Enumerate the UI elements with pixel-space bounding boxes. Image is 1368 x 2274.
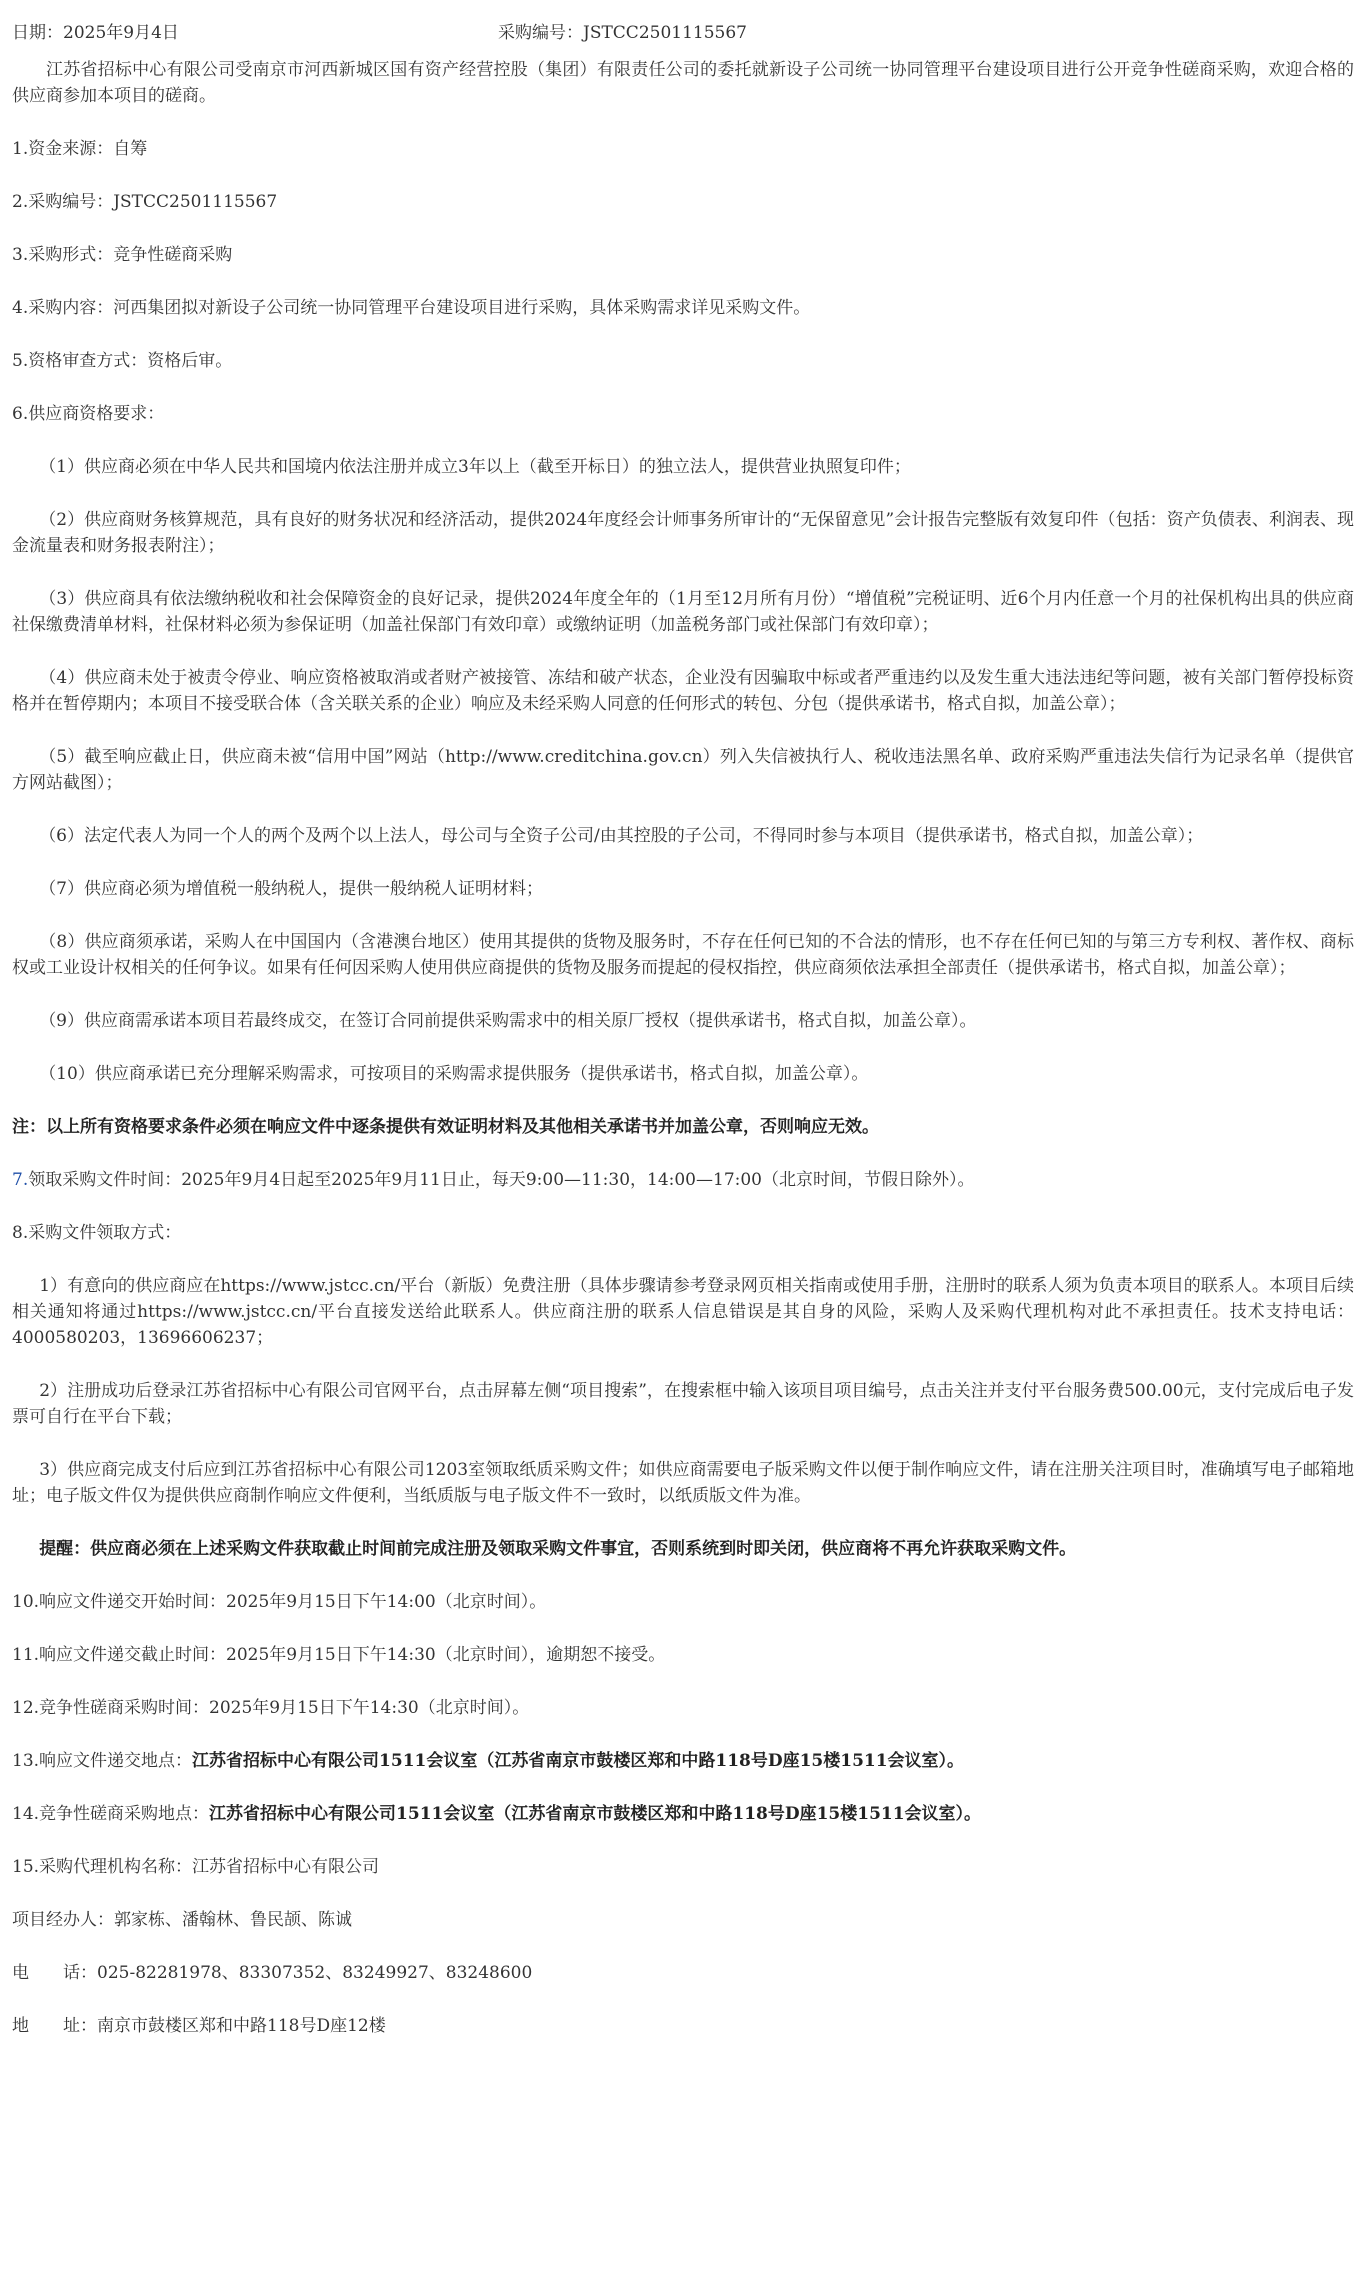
item-agency-name: 15.采购代理机构名称：江苏省招标中心有限公司 [12, 1857, 380, 1877]
phone-label: 电 话： [12, 1963, 97, 1983]
qualification-8: （8）供应商须承诺，采购人在中国国内（含港澳台地区）使用其提供的货物及服务时，不存在任何已知的不合法的情形，也不存在任何已知的与第三方专利权、著作权、商标权或工业设计权相关的任何争议。如果有任何因采购人使用供应商提供的货物及服务而提起的侵权指控，供应商须依法承担全部责任（提供承诺书，格式自拟，加盖公章）； [12, 932, 1354, 978]
item-procurement-content: 4.采购内容：河西集团拟对新设子公司统一协同管理平台建设项目进行采购，具体采购需求详见采购文件。 [12, 298, 811, 318]
item-document-collection-time [12, 1167, 1354, 1193]
collection-step-1: 1）有意向的供应商应在https://www.jstcc.cn/平台（新版）免费注册（具体步骤请参考登录网页相关指南或使用手册，注册时的联系人须为负责本项目的联系人。本项目后续相关通知将通过https://www.jstcc.cn/平台直接发送给此联系人。供应商注册的联系人信息错误是其自身的风险，采购人及采购代理机构对此不承担责任。技术支持电话：4000580203，13696606237； [12, 1276, 1354, 1348]
qualification-3: （3）供应商具有依法缴纳税收和社会保障资金的良好记录，提供2024年度全年的（1月至12月所有月份）“增值税”完税证明、近6个月内任意一个月的社保机构出具的供应商社保缴费清单材料，社保材料必须为参保证明（加盖社保部门有效印章）或缴纳证明（加盖税务部门或社保部门有效印章）； [12, 589, 1354, 635]
item-13-label: 13.响应文件递交地点： [12, 1751, 193, 1771]
qualification-9: （9）供应商需承诺本项目若最终成交，在签订合同前提供采购需求中的相关原厂授权（提供承诺书，格式自拟，加盖公章）。 [39, 1011, 977, 1031]
qualification-10: （10）供应商承诺已充分理解采购需求，可按项目的采购需求提供服务（提供承诺书，格式自拟，加盖公章）。 [39, 1064, 869, 1084]
document-header [12, 20, 1354, 46]
item-negotiation-time: 12.竞争性磋商采购时间：2025年9月15日下午14:30（北京时间）。 [12, 1698, 530, 1718]
procurement-code: 采购编号：JSTCC2501115567 [498, 23, 747, 43]
publish-date: 日期：2025年9月4日 [12, 23, 179, 43]
collection-step-3: 3）供应商完成支付后应到江苏省招标中心有限公司1203室领取纸质采购文件；如供应商需要电子版采购文件以便于制作响应文件，请在注册关注项目时，准确填写电子邮箱地址；电子版文件仅为提供供应商制作响应文件便利，当纸质版与电子版文件不一致时，以纸质版文件为准。 [12, 1460, 1354, 1506]
item-submission-location [12, 1748, 1354, 1774]
item-14-value: 江苏省招标中心有限公司1511会议室（江苏省南京市鼓楼区郑和中路118号D座15楼1511会议室）。 [209, 1804, 982, 1824]
intro-paragraph: 江苏省招标中心有限公司受南京市河西新城区国有资产经营控股（集团）有限责任公司的委托就新设子公司统一协同管理平台建设项目进行公开竞争性磋商采购，欢迎合格的供应商参加本项目的磋商。 [12, 60, 1354, 106]
item-submission-deadline: 11.响应文件递交截止时间：2025年9月15日下午14:30（北京时间），逾期恕不接受。 [12, 1645, 666, 1665]
qualification-2: （2）供应商财务核算规范，具有良好的财务状况和经济活动，提供2024年度经会计师事务所审计的“无保留意见”会计报告完整版有效复印件（包括：资产负债表、利润表、现金流量表和财务报表附注）； [12, 510, 1354, 556]
qualification-7: （7）供应商必须为增值税一般纳税人，提供一般纳税人证明材料； [39, 879, 544, 899]
contact-address [12, 2013, 1354, 2039]
address-label: 地 址： [12, 2016, 97, 2036]
qualification-5: （5）截至响应截止日，供应商未被“信用中国”网站（http://www.creditchina.gov.cn）列入失信被执行人、税收违法黑名单、政府采购严重违法失信行为记录名单（提供官方网站截图）； [12, 747, 1354, 793]
item-procurement-code: 2.采购编号：JSTCC2501115567 [12, 192, 278, 212]
contact-phone [12, 1960, 1354, 1986]
item-funding-source: 1.资金来源：自筹 [12, 139, 148, 159]
qualification-1: （1）供应商必须在中华人民共和国境内依法注册并成立3年以上（截至开标日）的独立法人，提供营业执照复印件； [39, 457, 911, 477]
item-13-value: 江苏省招标中心有限公司1511会议室（江苏省南京市鼓楼区郑和中路118号D座15楼1511会议室）。 [192, 1751, 965, 1771]
registration-reminder: 提醒：供应商必须在上述采购文件获取截止时间前完成注册及领取采购文件事宜，否则系统到时即关闭，供应商将不再允许获取采购文件。 [39, 1539, 1077, 1559]
item-procurement-form: 3.采购形式：竞争性磋商采购 [12, 245, 233, 265]
project-managers: 项目经办人：郭家栋、潘翰林、鲁民颉、陈诚 [12, 1910, 352, 1930]
item-document-collection-method: 8.采购文件领取方式： [12, 1223, 182, 1243]
phone-value: 025-82281978、83307352、83249927、83248600 [97, 1963, 533, 1983]
item-submission-start: 10.响应文件递交开始时间：2025年9月15日下午14:00（北京时间）。 [12, 1592, 547, 1612]
item-14-label: 14.竞争性磋商采购地点： [12, 1804, 210, 1824]
item-negotiation-location [12, 1801, 1354, 1827]
collection-step-2: 2）注册成功后登录江苏省招标中心有限公司官网平台，点击屏幕左侧“项目搜索”，在搜索框中输入该项目项目编号，点击关注并支付平台服务费500.00元，支付完成后电子发票可自行在平台下载； [12, 1381, 1354, 1427]
item-7-number: 7. [12, 1170, 29, 1190]
item-7-text: 领取采购文件时间：2025年9月4日起至2025年9月11日止，每天9:00—11:30，14:00—17:00（北京时间，节假日除外）。 [28, 1170, 975, 1190]
item-supplier-requirements: 6.供应商资格要求： [12, 404, 165, 424]
qualification-6: （6）法定代表人为同一个人的两个及两个以上法人，母公司与全资子公司/由其控股的子公司，不得同时参与本项目（提供承诺书，格式自拟，加盖公章）； [39, 826, 1204, 846]
address-value: 南京市鼓楼区郑和中路118号D座12楼 [97, 2016, 386, 2036]
item-qualification-review: 5.资格审查方式：资格后审。 [12, 351, 233, 371]
qualification-note: 注：以上所有资格要求条件必须在响应文件中逐条提供有效证明材料及其他相关承诺书并加盖公章，否则响应无效。 [12, 1117, 879, 1137]
qualification-4: （4）供应商未处于被责令停业、响应资格被取消或者财产被接管、冻结和破产状态，企业没有因骗取中标或者严重违约以及发生重大违法违纪等问题，被有关部门暂停投标资格并在暂停期内；本项目不接受联合体（含关联关系的企业）响应及未经采购人同意的任何形式的转包、分包（提供承诺书，格式自拟，加盖公章）； [12, 668, 1354, 714]
